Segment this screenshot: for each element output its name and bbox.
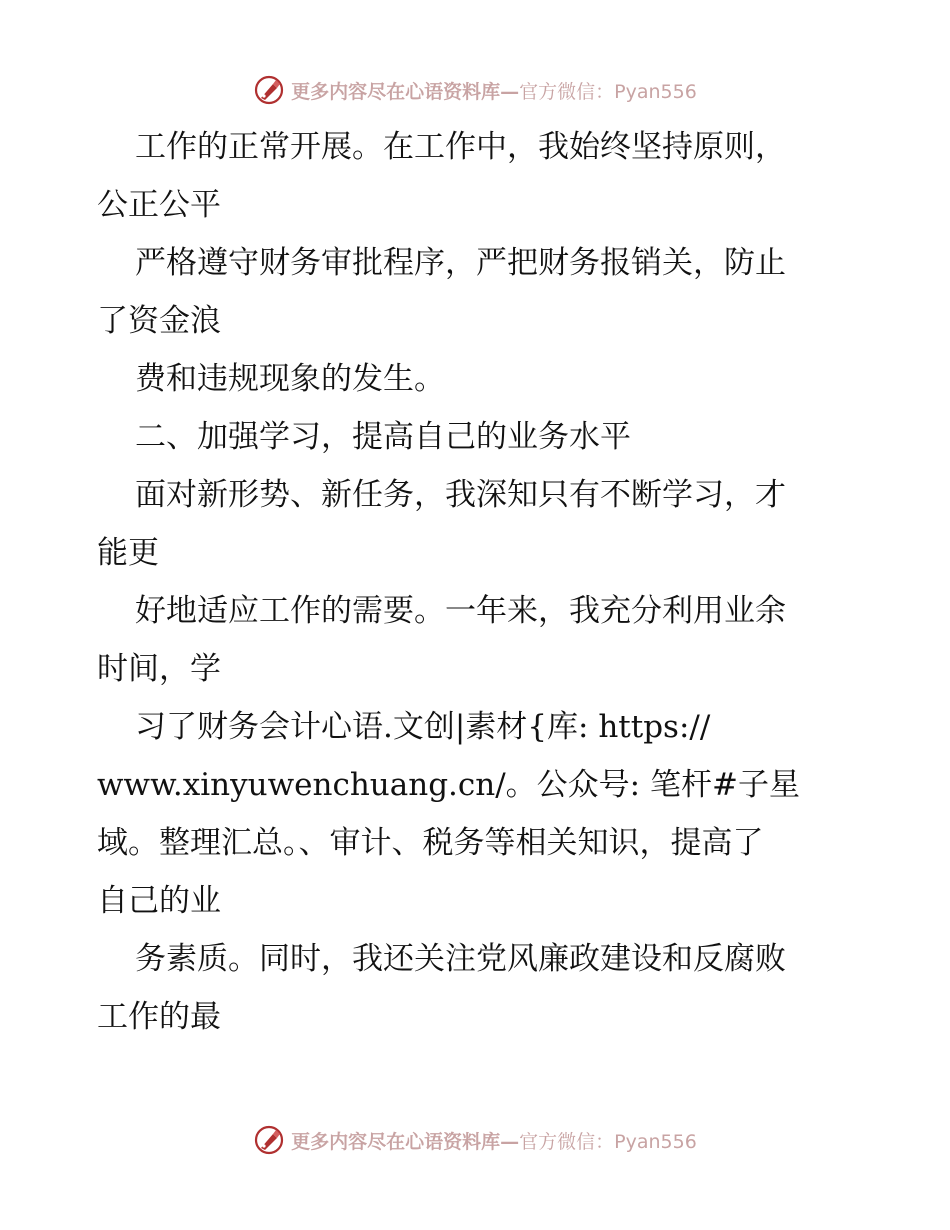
text-line: 务素质。同时，我还关注党风廉政建设和反腐败 [135, 941, 786, 977]
banner-slogan: 更多内容尽在心语资料库— [291, 1130, 520, 1153]
text-line: 自己的业 [97, 883, 221, 919]
banner-slogan: 更多内容尽在心语资料库— [291, 80, 520, 103]
text-line: 面对新形势、新任务，我深知只有不断学习，才 [135, 477, 786, 513]
text-line: 费和违规现象的发生。 [135, 361, 445, 397]
text-line: 了资金浪 [97, 303, 221, 339]
text-line: 习了财务会计心语.文创|素材{库: https:// [135, 709, 711, 745]
header-banner [0, 70, 950, 110]
pen-logo-icon [253, 74, 285, 106]
text-line: 严格遵守财务审批程序，严把财务报销关，防止 [135, 245, 786, 281]
text-line: 二、加强学习，提高自己的业务水平 [135, 419, 631, 455]
text-line: 工作的正常开展。在工作中，我始终坚持原则， [135, 129, 786, 165]
text-line: 好地适应工作的需要。一年来，我充分利用业余 [135, 593, 786, 629]
text-line: 能更 [97, 535, 159, 571]
text-line: 公正公平 [97, 187, 221, 223]
banner-text [291, 1127, 697, 1154]
text-line: www.xinyuwenchuang.cn/。公众号: 笔杆#子星 [97, 767, 800, 803]
pen-logo-icon [253, 1124, 285, 1156]
banner-wechat: 官方微信：Pyan556 [519, 1130, 697, 1153]
text-line: 时间，学 [97, 651, 221, 687]
banner-wechat: 官方微信：Pyan556 [519, 80, 697, 103]
banner-text [291, 77, 697, 104]
footer-banner [0, 1120, 950, 1160]
text-line: 域。整理汇总。、审计、税务等相关知识，提高了 [97, 825, 764, 861]
text-line: 工作的最 [97, 999, 221, 1035]
document-body [97, 118, 857, 1046]
